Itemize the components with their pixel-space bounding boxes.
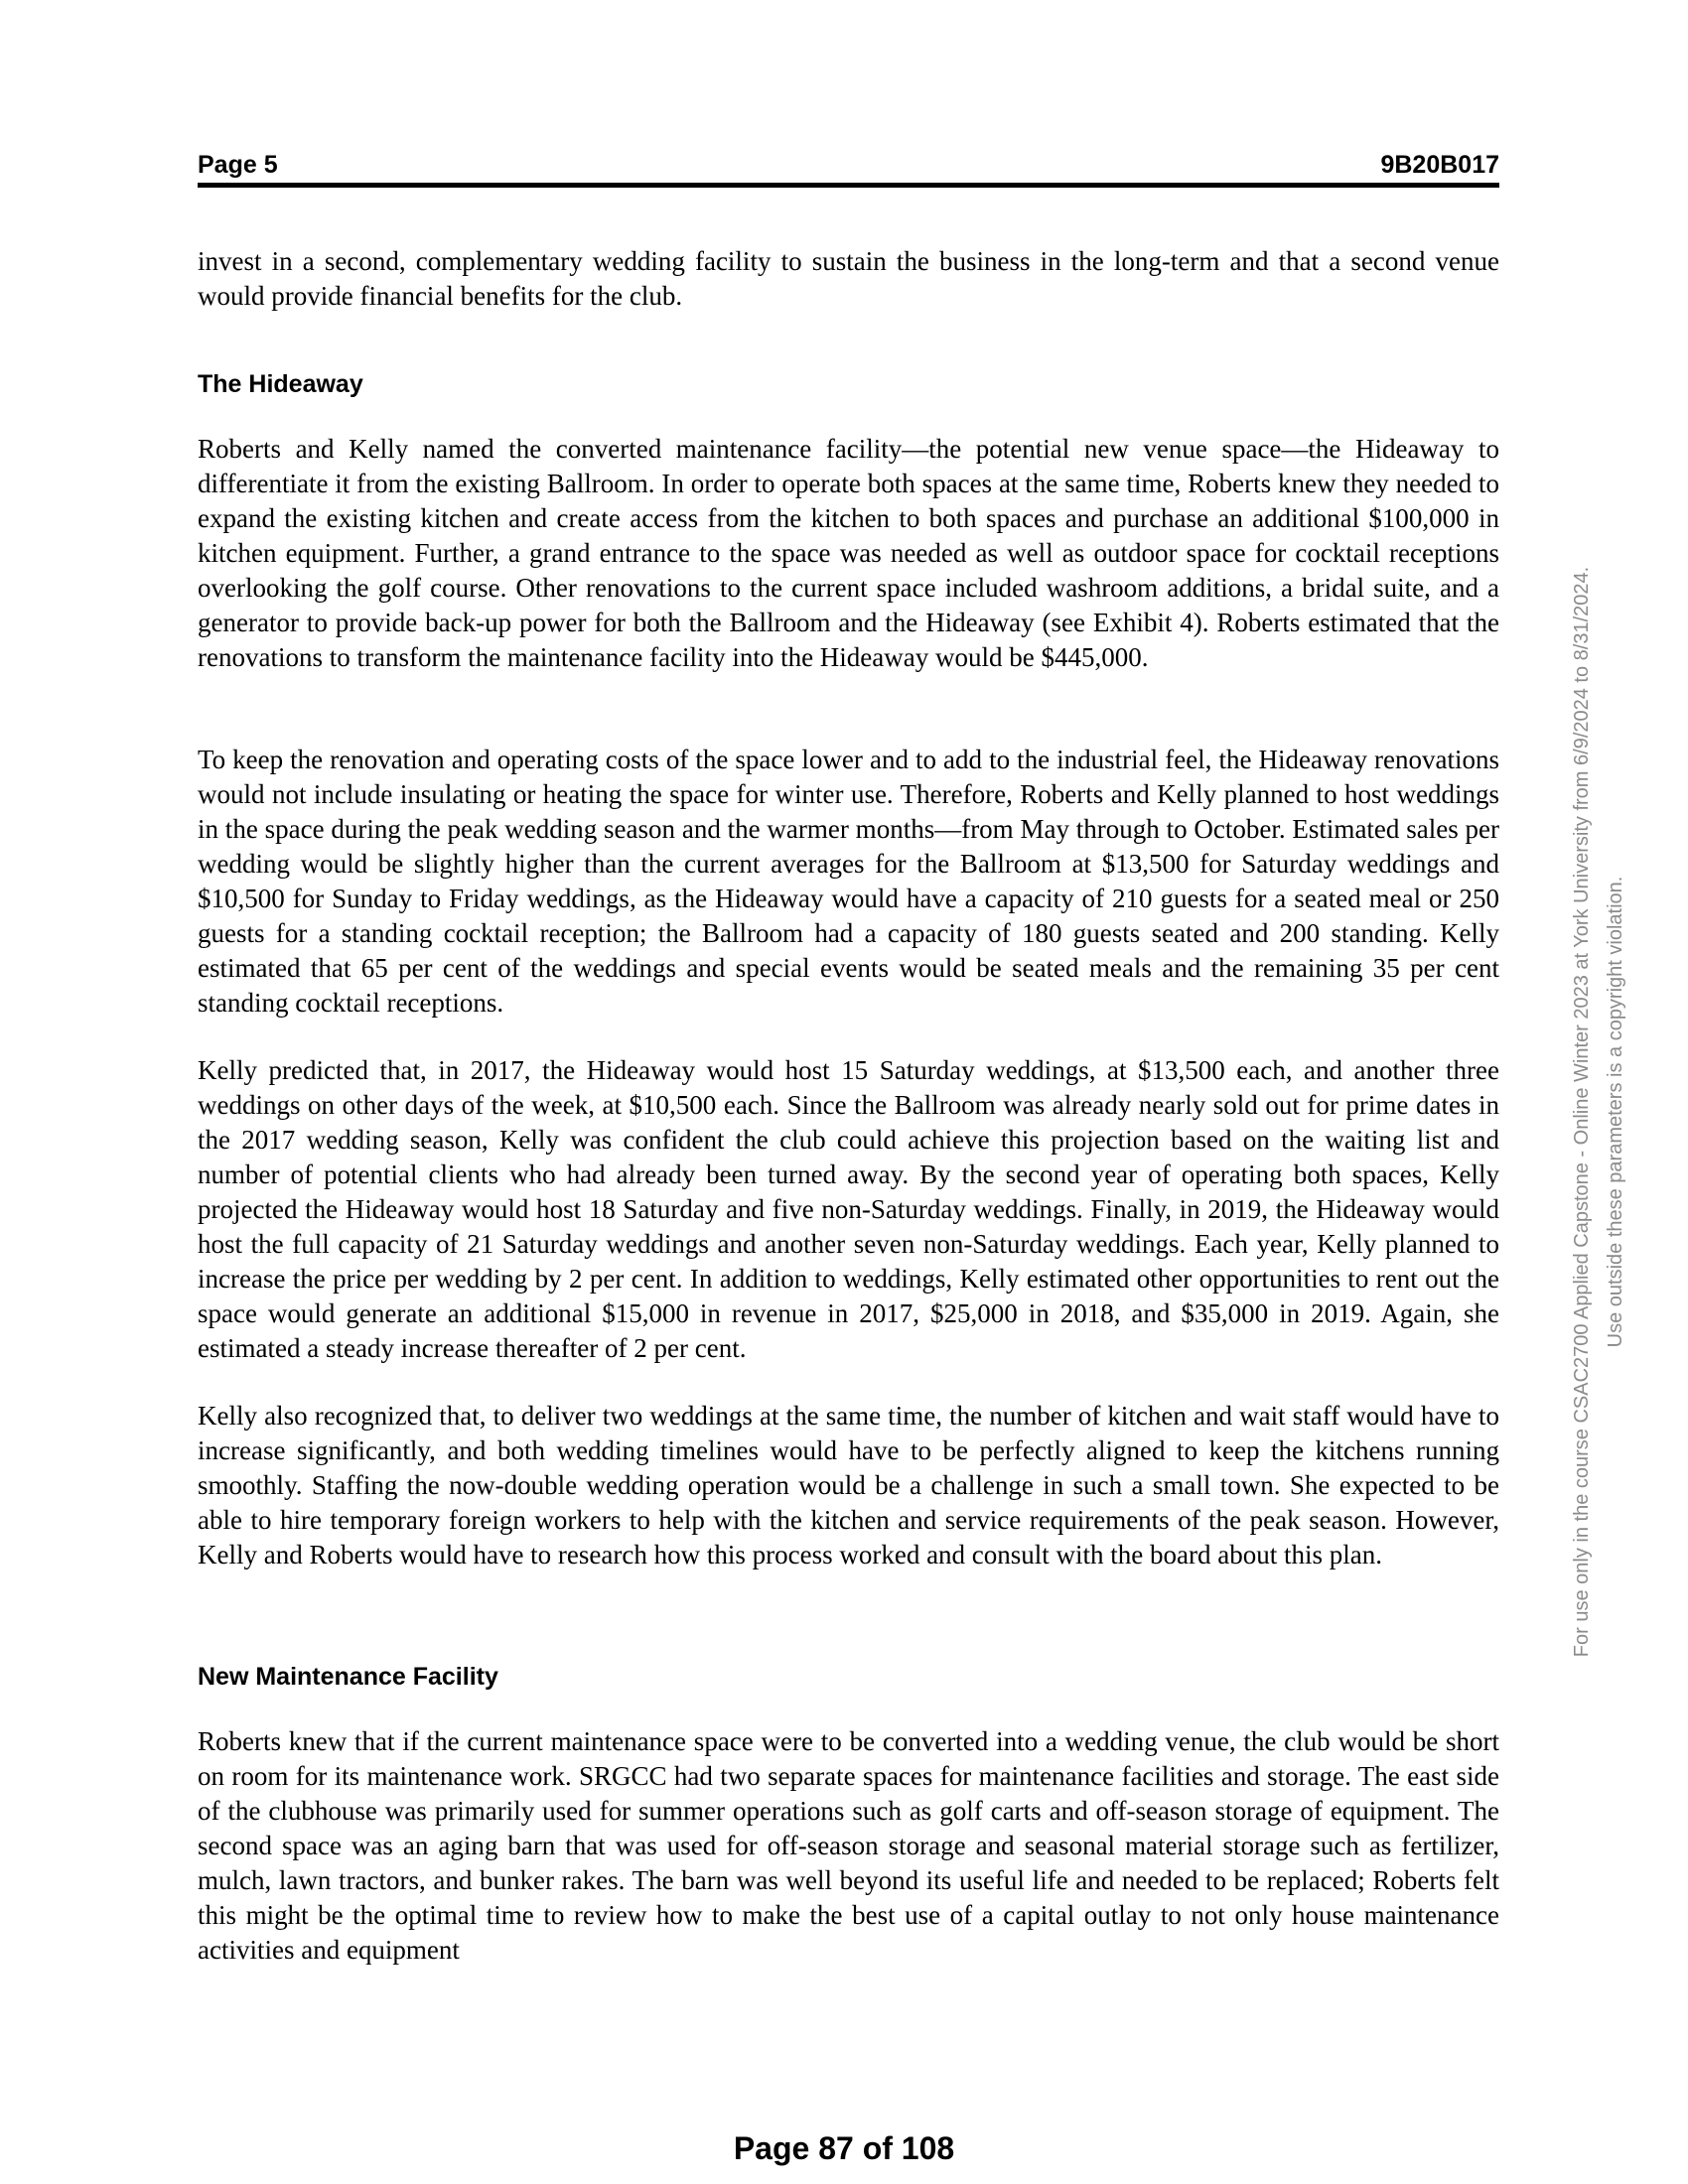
section-heading-hideaway: The Hideaway — [198, 370, 363, 398]
hideaway-paragraph-2: To keep the renovation and operating costs of the space lower and to add to the industrial feel, the Hideaway renovations would not include insulating or heating the space for winter use. Therefore, Roberts and Kelly planned to host weddings in the space during the peak wedding season and the warmer months—from May through to October. Estimated sales per wedding would be slightly higher than the current averages for the Ballroom at $13,500 for Saturday weddings and $10,500 for Sunday to Friday weddings, as the Hideaway would have a capacity of 210 guests for a seated meal or 250 guests for a standing cocktail reception; the Ballroom had a capacity of 180 guests seated and 200 standing. Kelly estimated that 65 per cent of the weddings and special events would be seated meals and the remaining 35 per cent standing cocktail receptions. — [198, 745, 1499, 1018]
maintenance-paragraph-1: Roberts knew that if the current maintenance space were to be converted into a wedding venue, the club would be short on room for its maintenance work. SRGCC had two separate spaces for maintenance facilities and storage. The east side of the clubhouse was primarily used for summer operations such as golf carts and off-season storage of equipment. The second space was an aging barn that was used for off-season storage and seasonal material storage such as fertilizer, mulch, lawn tractors, and bunker rakes. The barn was well beyond its useful life and needed to be replaced; Roberts felt this might be the optimal time to review how to make the best use of a capital outlay to not only house maintenance activities and equipment — [198, 1726, 1499, 1965]
hideaway-paragraph-3: Kelly predicted that, in 2017, the Hideaway would host 15 Saturday weddings, at $13,500 each, and another three weddings on other days of the week, at $10,500 each. Since the Ballroom was already nearly sold out for prime dates in the 2017 wedding season, Kelly was confident the club could achieve this projection based on the waiting list and number of potential clients who had already been turned away. By the second year of operating both spaces, Kelly projected the Hideaway would host 18 Saturday and five non-Saturday weddings. Finally, in 2019, the Hideaway would host the full capacity of 21 Saturday weddings and another seven non-Saturday weddings. Each year, Kelly planned to increase the price per wedding by 2 per cent. In addition to weddings, Kelly estimated other opportunities to rent out the space would generate an additional $15,000 in revenue in 2017, $25,000 in 2018, and $35,000 in 2019. Again, she estimated a steady increase thereafter of 2 per cent. — [198, 1055, 1499, 1363]
header-rule — [198, 183, 1499, 188]
page-footer: Page 87 of 108 — [733, 2130, 955, 2166]
watermark-line-1: For use only in the course CSAC2700 Applied Capstone - Online Winter 2023 at York University from 6/9/2024 to 8/31/2024. — [1571, 566, 1593, 1658]
page-header — [198, 147, 1499, 183]
watermark-line-2: Use outside these parameters is a copyright violation. — [1605, 876, 1626, 1348]
case-code: 9B20B017 — [1380, 151, 1499, 179]
section-heading-maintenance: New Maintenance Facility — [198, 1663, 498, 1691]
hideaway-paragraph-1: Roberts and Kelly named the converted maintenance facility—the potential new venue space—the Hideaway to differentiate it from the existing Ballroom. In order to operate both spaces at the same time, Roberts knew they needed to expand the existing kitchen and create access from the kitchen to both spaces and purchase an additional $100,000 in kitchen equipment. Further, a grand entrance to the space was needed as well as outdoor space for cocktail receptions overlooking the golf course. Other renovations to the current space included washroom additions, a bridal suite, and a generator to provide back-up power for both the Ballroom and the Hideaway (see Exhibit 4). Roberts estimated that the renovations to transform the maintenance facility into the Hideaway would be $445,000. — [198, 434, 1499, 672]
hideaway-paragraph-4: Kelly also recognized that, to deliver two weddings at the same time, the number of kitchen and wait staff would have to increase significantly, and both wedding timelines would have to be perfectly aligned to keep the kitchens running smoothly. Staffing the now-double wedding operation would be a challenge in such a small town. She expected to be able to hire temporary foreign workers to help with the kitchen and service requirements of the peak season. However, Kelly and Roberts would have to research how this process worked and consult with the board about this plan. — [198, 1401, 1499, 1570]
intro-paragraph: invest in a second, complementary wedding facility to sustain the business in the long-term and that a second venue would provide financial benefits for the club. — [198, 246, 1499, 311]
page-label: Page 5 — [198, 151, 278, 179]
